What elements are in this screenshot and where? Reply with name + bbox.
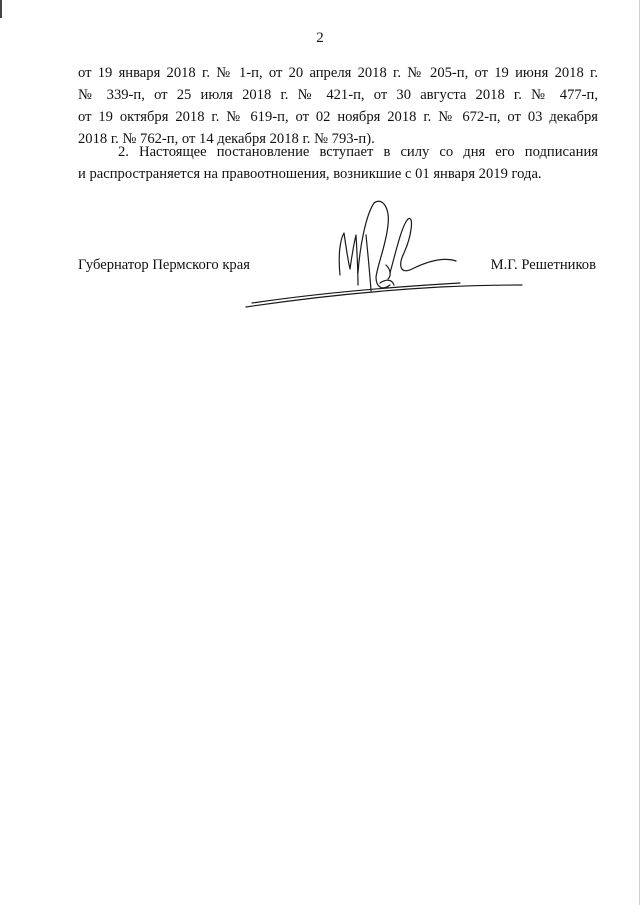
scan-edge-mark (0, 0, 2, 18)
text-line: № 339-п, от 25 июля 2018 г. № 421-п, от 30 августа 2018 г. № 477-п, (78, 87, 598, 103)
signatory-name: М.Г. Решетников (490, 257, 596, 273)
text-line: и распространяется на правоотношения, возникшие с 01 января 2019 года. (78, 166, 542, 182)
text-line: 2. Настоящее постановление вступает в силу со дня его подписания (118, 144, 598, 160)
handwritten-signature (240, 195, 530, 315)
paragraph-effective-date (78, 141, 598, 185)
text-line: 2018 г. № 762-п, от 14 декабря 2018 г. № 793-п). (78, 131, 375, 147)
page-number: 2 (316, 30, 324, 46)
text-line: от 19 октября 2018 г. № 619-п, от 02 ноября 2018 г. № 672-п, от 03 декабря (78, 109, 598, 125)
paragraph-continuation (78, 62, 598, 150)
signatory-title: Губернатор Пермского края (78, 257, 250, 273)
text-line: от 19 января 2018 г. № 1-п, от 20 апреля 2018 г. № 205-п, от 19 июня 2018 г. (78, 65, 598, 81)
